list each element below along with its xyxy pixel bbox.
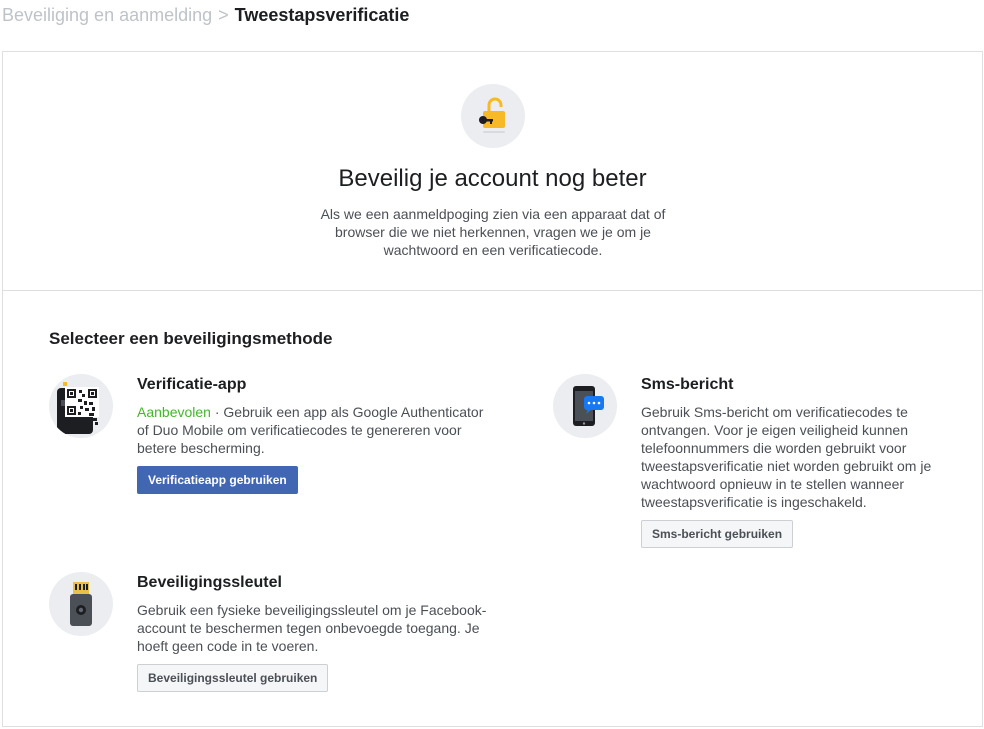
method-description-sms: Gebruik Sms-bericht om verificatiecodes te ontvangen. Voor je eigen veiligheid kunnen telefoonnummers die worden gebruikt voor tweestapsverificatie niet worden gebruikt om je wachtwoord opnieuw in te stellen wanneer tweestapsverificatie is ingeschakeld. <box>641 404 932 510</box>
method-description-app-text: Gebruik een app als Google Authenticator of Duo Mobile om verificatiecodes te genereren voor betere bescherming. <box>137 404 484 456</box>
method-title-key: Beveiligingssleutel <box>137 574 282 591</box>
recommended-label: Aanbevolen <box>137 404 211 420</box>
breadcrumb-current: Tweestapsverificatie <box>234 5 410 25</box>
use-sms-button[interactable]: Sms-bericht gebruiken <box>641 520 793 548</box>
breadcrumb <box>2 4 409 26</box>
method-description-key: Gebruik een fysieke beveiligingssleutel om je Facebook-account te beschermen tegen onbevoegde toegang. Je hoeft geen code in te voeren. <box>137 602 487 654</box>
breadcrumb-separator: > <box>218 5 229 25</box>
breadcrumb-parent-link[interactable]: Beveiliging en aanmelding <box>2 5 213 25</box>
qr-code-phone-icon <box>49 374 113 438</box>
section-title: Selecteer een beveiligingsmethode <box>49 329 333 348</box>
recommended-separator: · <box>210 404 224 420</box>
method-body-sms <box>641 374 941 548</box>
sms-phone-icon <box>553 374 617 438</box>
hero-section <box>3 52 982 291</box>
unlocked-padlock-key-icon <box>461 84 525 148</box>
method-body-app <box>137 374 497 494</box>
use-security-key-button[interactable]: Beveiligingssleutel gebruiken <box>137 664 328 692</box>
hero-title: Beveilig je account nog beter <box>338 165 647 192</box>
method-title-app: Verificatie-app <box>137 376 247 393</box>
method-title-sms: Sms-bericht <box>641 376 734 393</box>
usb-security-key-icon <box>49 572 113 636</box>
two-factor-card <box>2 51 983 727</box>
method-body-key <box>137 572 497 692</box>
hero-description: Als we een aanmeldpoging zien via een apparaat dat of browser die we niet herkennen, vragen we je om je wachtwoord en een verificatiecode. <box>320 206 666 258</box>
use-verification-app-button[interactable]: Verificatieapp gebruiken <box>137 466 298 494</box>
method-description-app <box>137 403 497 457</box>
